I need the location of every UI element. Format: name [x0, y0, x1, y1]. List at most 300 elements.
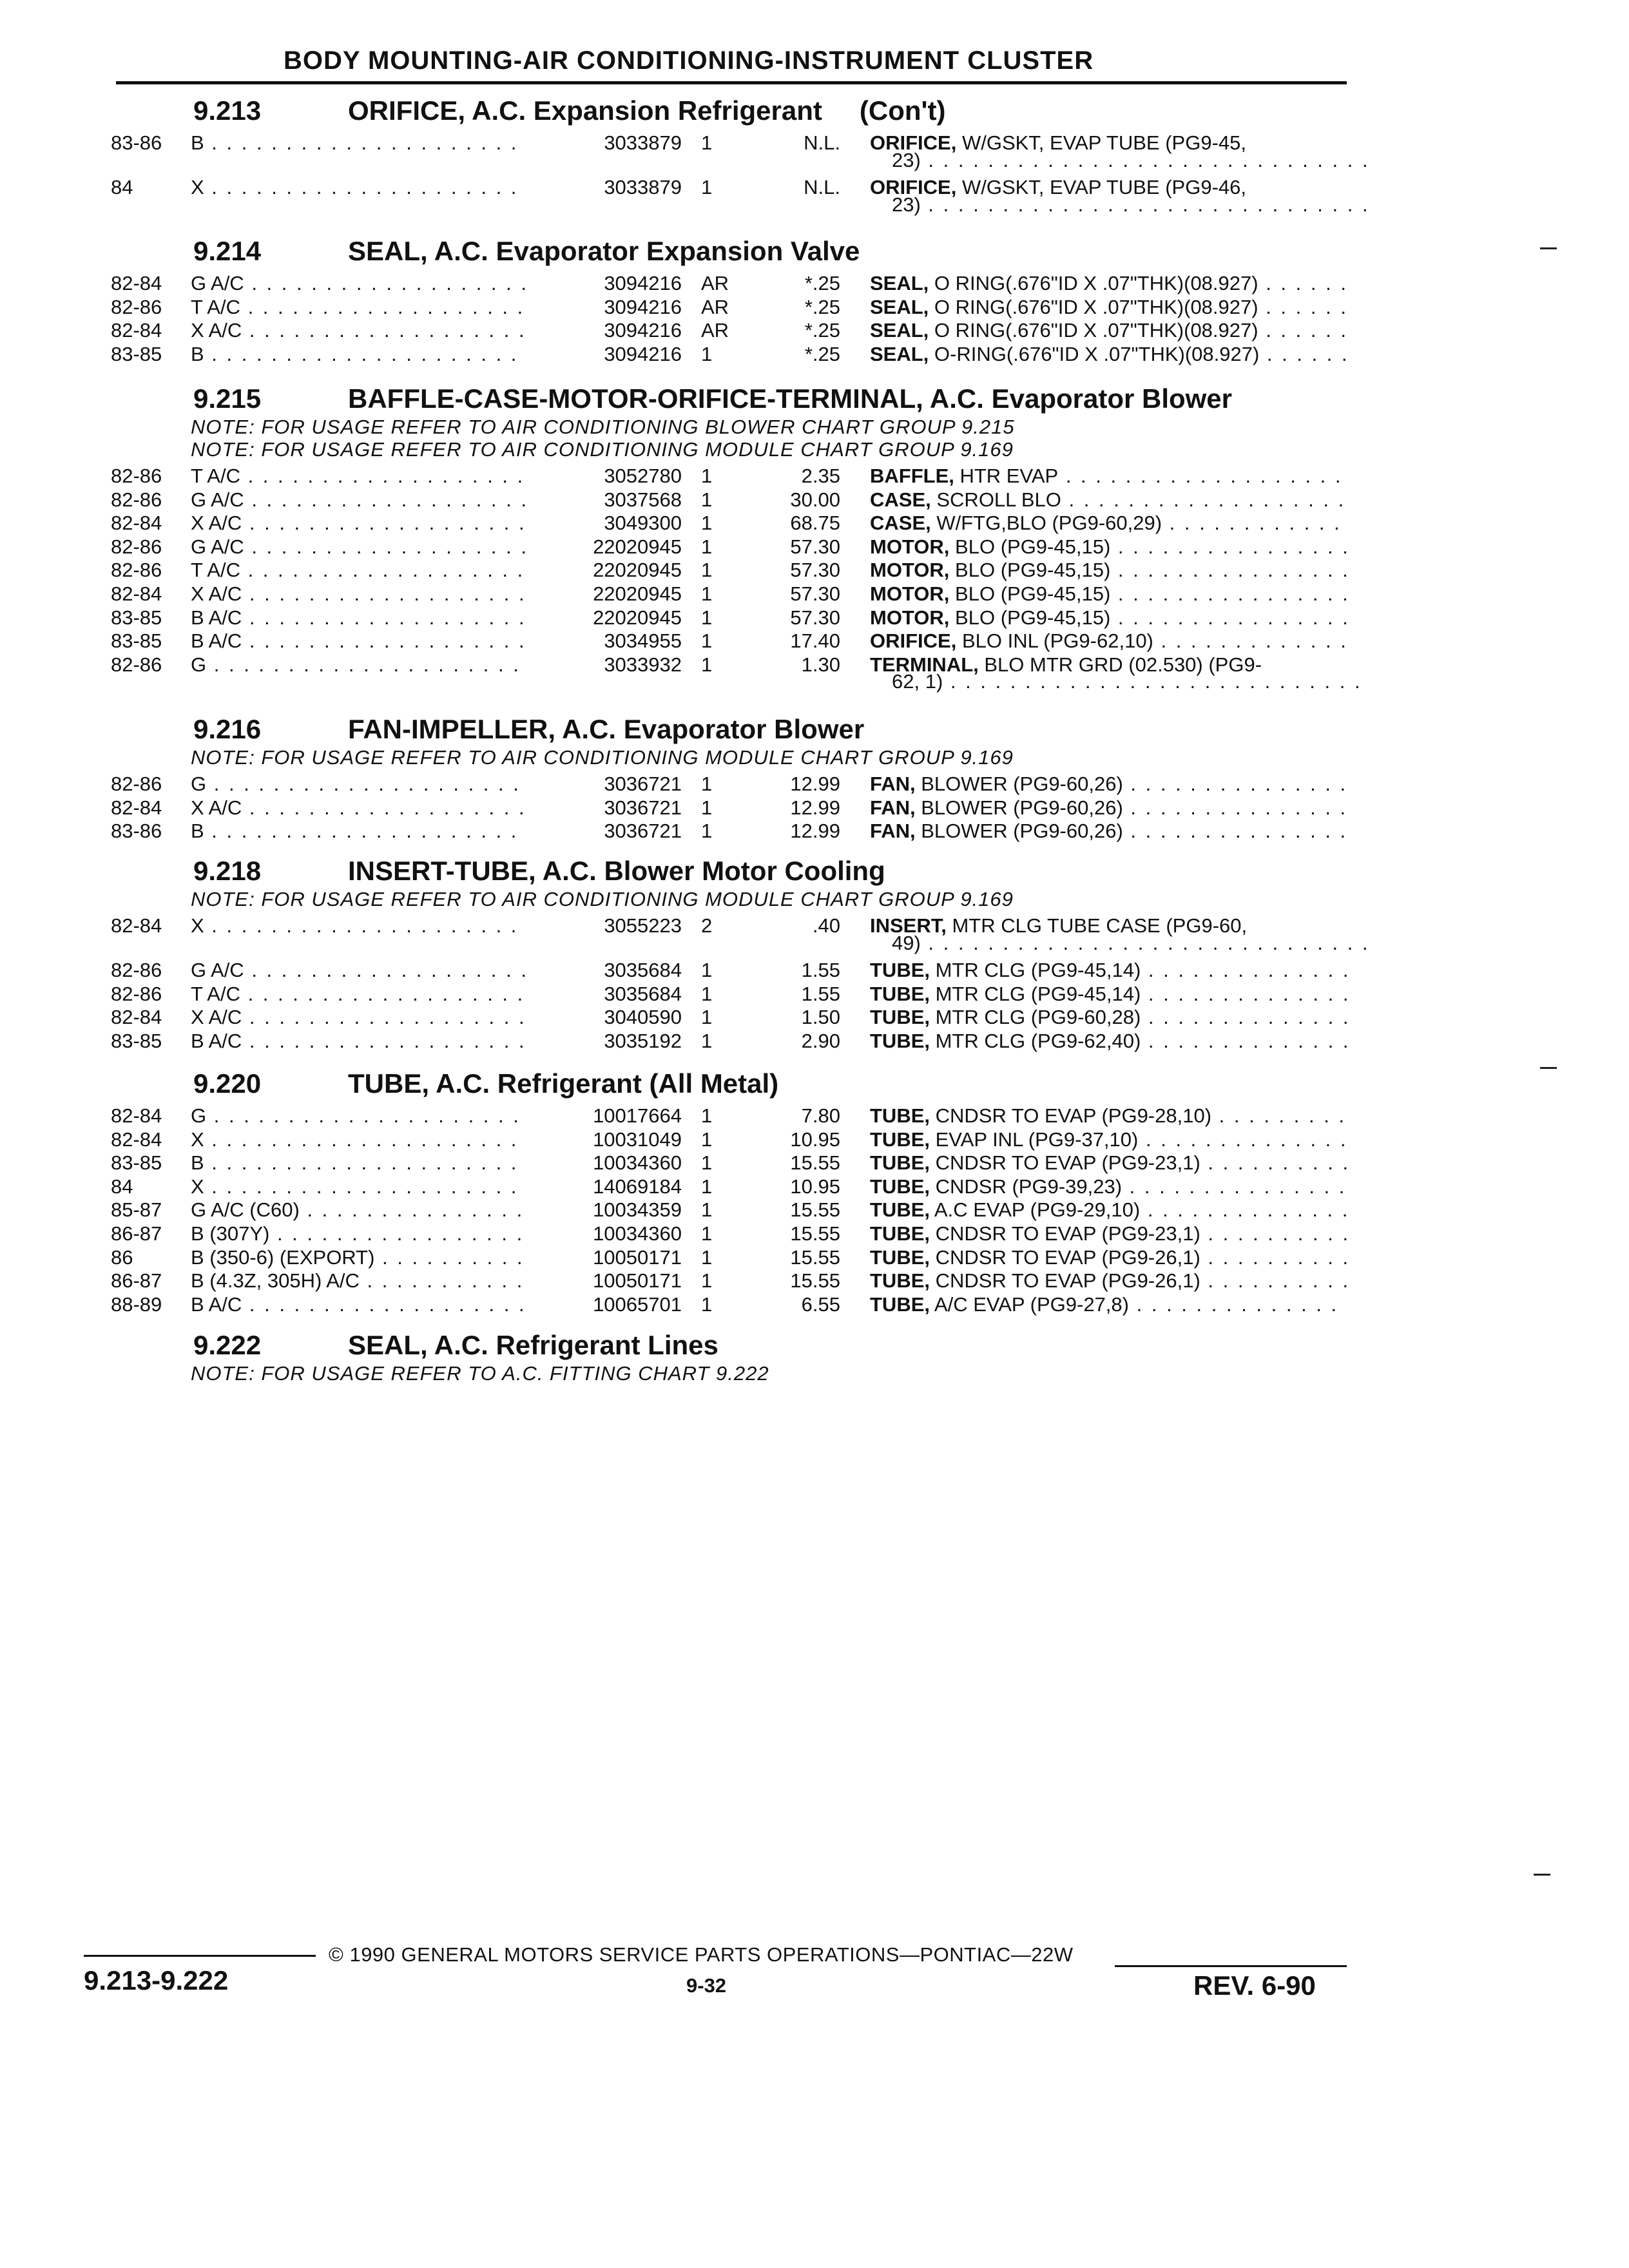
vehicle-model: G A/C . . .: [191, 535, 526, 559]
part-description: [870, 1006, 1347, 1029]
price: N.L.: [804, 176, 840, 199]
quantity: 1: [701, 1198, 713, 1222]
part-number: 3033932: [604, 653, 682, 676]
price: 1.55: [801, 959, 840, 982]
part-description: [870, 1128, 1347, 1151]
quantity: 1: [701, 1293, 713, 1316]
price: 17.40: [790, 629, 840, 653]
price: 2.35: [801, 465, 840, 487]
part-description-continued: 49) . . .: [892, 932, 1369, 955]
footer-section-range: 9.213-9.222: [84, 1965, 229, 1995]
part-row: [0, 512, 1629, 535]
part-description: [870, 272, 1347, 295]
part-description-keyword: SEAL,: [870, 295, 929, 318]
quantity: 1: [701, 1104, 713, 1127]
model-years: 82-84: [111, 796, 162, 819]
part-number: 3052780: [604, 465, 682, 487]
vehicle-model: G . . .: [191, 653, 526, 677]
part-description-keyword: TUBE,: [870, 1151, 930, 1175]
vehicle-model: T A/C . . .: [191, 983, 526, 1006]
quantity: 1: [701, 1222, 713, 1245]
part-description: [870, 535, 1347, 559]
part-description-keyword: ORIFICE,: [870, 176, 957, 199]
vehicle-model: B . . .: [191, 820, 526, 843]
part-description-text: O RING(.676"ID X .07"THK)(08.927): [929, 295, 1258, 318]
part-description: [870, 582, 1347, 606]
part-description-text: BLOWER (PG9-60,26): [915, 796, 1123, 819]
part-description-text: BLOWER (PG9-60,26): [915, 820, 1123, 843]
part-number: 10050171: [593, 1269, 682, 1293]
part-number: 3094216: [604, 319, 682, 342]
section-number: 9.222: [193, 1330, 262, 1360]
part-description-keyword: TUBE,: [870, 1198, 930, 1222]
part-description-text: MTR CLG (PG9-45,14): [930, 982, 1141, 1005]
part-description-text: BLO INL (PG9-62,10): [956, 629, 1153, 653]
part-row: [0, 914, 1629, 937]
quantity: 1: [701, 1030, 713, 1052]
model-years: 83-85: [111, 1151, 162, 1175]
part-description-text: CNDSR TO EVAP (PG9-26,1): [930, 1245, 1200, 1269]
part-number: 10034359: [593, 1198, 682, 1222]
quantity: 1: [701, 176, 713, 199]
part-description-keyword: ORIFICE,: [870, 629, 957, 653]
part-description-keyword: BAFFLE,: [870, 465, 954, 487]
part-description-text: W/GSKT, EVAP TUBE (PG9-46,: [956, 176, 1246, 199]
vehicle-model: X . . .: [191, 176, 526, 199]
price: 15.55: [790, 1245, 840, 1269]
price: 10.95: [790, 1175, 840, 1198]
part-description: [870, 343, 1347, 366]
quantity: AR: [701, 272, 729, 294]
part-number: 3037568: [604, 488, 682, 511]
price: *.25: [804, 295, 840, 318]
model-years: 82-86: [111, 773, 162, 795]
part-description: [870, 1198, 1347, 1222]
quantity: 1: [701, 342, 713, 365]
vehicle-model: T A/C . . .: [191, 465, 526, 488]
part-number: 3033879: [604, 176, 682, 199]
part-number: 3094216: [604, 342, 682, 365]
part-description-keyword: TUBE,: [870, 1222, 930, 1245]
price: 1.30: [801, 653, 840, 676]
section-title: [193, 714, 864, 746]
part-description-text: O-RING(.676"ID X .07"THK)(08.927): [929, 342, 1260, 365]
part-number: 10034360: [593, 1151, 682, 1175]
part-row: [0, 1175, 1629, 1198]
part-description: [870, 559, 1347, 582]
part-row: [0, 1030, 1629, 1053]
model-years: 86-87: [111, 1222, 162, 1245]
model-years: 85-87: [111, 1198, 162, 1222]
section-number: 9.216: [193, 714, 262, 744]
part-number: 3049300: [604, 512, 682, 535]
part-description-text: BLOWER (PG9-60,26): [915, 773, 1123, 795]
part-number: 22020945: [593, 559, 682, 582]
price: .40: [812, 914, 840, 937]
section-name: SEAL, A.C. Refrigerant Lines: [348, 1330, 718, 1360]
part-description: [870, 1222, 1347, 1245]
vehicle-model: B (350-6) (EXPORT) . . .: [191, 1246, 526, 1269]
part-description-keyword: SEAL,: [870, 272, 929, 294]
vehicle-model: G A/C . . .: [191, 959, 526, 982]
part-description: [870, 1151, 1347, 1175]
model-years: 82-86: [111, 295, 162, 318]
part-number: 22020945: [593, 582, 682, 605]
part-number: 22020945: [593, 606, 682, 629]
price: N.L.: [804, 131, 840, 154]
section-title: [193, 95, 945, 128]
model-years: 88-89: [111, 1293, 162, 1316]
vehicle-model: X . . .: [191, 1128, 526, 1151]
price: 6.55: [801, 1293, 840, 1316]
model-years: 86-87: [111, 1269, 162, 1293]
model-years: 82-86: [111, 559, 162, 582]
part-description-keyword: TUBE,: [870, 982, 930, 1005]
quantity: 1: [701, 131, 713, 154]
part-description-keyword: TERMINAL,: [870, 653, 979, 676]
part-description-keyword: FAN,: [870, 773, 916, 795]
price: *.25: [804, 342, 840, 365]
part-description-text: CNDSR TO EVAP (PG9-23,1): [930, 1222, 1200, 1245]
price: 7.80: [801, 1104, 840, 1127]
part-description: [870, 488, 1347, 512]
price: *.25: [804, 272, 840, 294]
part-row: [0, 319, 1629, 342]
model-years: 83-86: [111, 131, 162, 154]
model-years: 82-84: [111, 1006, 162, 1029]
section-title: [193, 383, 1232, 416]
price: 1.55: [801, 982, 840, 1005]
part-description-text: BLO (PG9-45,15): [949, 535, 1111, 558]
price: 30.00: [790, 488, 840, 511]
part-row: [0, 488, 1629, 512]
part-description-keyword: FAN,: [870, 820, 916, 843]
quantity: 1: [701, 1151, 713, 1175]
quantity: 1: [701, 1245, 713, 1269]
model-years: 82-84: [111, 1128, 162, 1151]
model-years: 82-86: [111, 488, 162, 511]
model-years: 83-85: [111, 1030, 162, 1052]
part-row: [0, 1104, 1629, 1128]
part-description-keyword: TUBE,: [870, 1030, 930, 1052]
quantity: AR: [701, 295, 729, 318]
part-number: 3036721: [604, 796, 682, 819]
vehicle-model: B (4.3Z, 305H) A/C . . .: [191, 1269, 526, 1293]
vehicle-model: G A/C (C60) . . .: [191, 1198, 526, 1222]
section-number: 9.215: [193, 383, 262, 414]
part-number: 10017664: [593, 1104, 682, 1127]
vehicle-model: T A/C . . .: [191, 559, 526, 582]
part-description: [870, 959, 1347, 982]
footer-copyright: © 1990 GENERAL MOTORS SERVICE PARTS OPERATIONS—PONTIAC—22W: [329, 1943, 1074, 1966]
section-note: NOTE: FOR USAGE REFER TO A.C. FITTING CHART 9.222: [191, 1362, 769, 1385]
part-row: [0, 1151, 1629, 1175]
part-number: 3036721: [604, 820, 682, 843]
model-years: 86: [111, 1245, 133, 1269]
part-row: [0, 796, 1629, 820]
part-description-text: CNDSR TO EVAP (PG9-23,1): [930, 1151, 1200, 1175]
section-continued: (Con't): [859, 95, 946, 126]
part-number: 3033879: [604, 131, 682, 154]
section-title: [193, 1330, 718, 1362]
margin-mark: [1540, 247, 1557, 249]
section-name: INSERT-TUBE, A.C. Blower Motor Cooling: [348, 856, 885, 886]
part-description-keyword: ORIFICE,: [870, 131, 957, 154]
part-description-text: EVAP INL (PG9-37,10): [930, 1128, 1139, 1151]
section-number: 9.213: [193, 95, 262, 126]
part-row: [0, 606, 1629, 629]
price: 57.30: [790, 582, 840, 605]
vehicle-model: X A/C . . .: [191, 796, 526, 820]
part-row: [0, 1128, 1629, 1151]
part-description: [870, 296, 1347, 319]
model-years: 83-85: [111, 342, 162, 365]
quantity: 1: [701, 1269, 713, 1293]
part-number: 10031049: [593, 1128, 682, 1151]
section-note: NOTE: FOR USAGE REFER TO AIR CONDITIONING MODULE CHART GROUP 9.169: [191, 438, 1014, 461]
part-row: [0, 1198, 1629, 1222]
part-description-continued: 62, 1) . . .: [892, 670, 1369, 693]
price: 68.75: [790, 512, 840, 535]
part-description-text: SCROLL BLO: [930, 488, 1061, 511]
model-years: 82-84: [111, 1104, 162, 1127]
quantity: 1: [701, 488, 713, 511]
part-description-keyword: CASE,: [870, 488, 931, 511]
part-description-keyword: CASE,: [870, 512, 931, 535]
quantity: 1: [701, 582, 713, 605]
quantity: 1: [701, 512, 713, 535]
part-description-text: A/C EVAP (PG9-27,8): [930, 1293, 1129, 1316]
page-header-title: BODY MOUNTING-AIR CONDITIONING-INSTRUMENT CLUSTER: [284, 46, 1094, 75]
part-description: [870, 512, 1347, 535]
section-name: ORIFICE, A.C. Expansion Refrigerant: [348, 95, 822, 126]
model-years: 82-84: [111, 512, 162, 535]
quantity: 1: [701, 465, 713, 487]
part-row: [0, 1246, 1629, 1269]
part-number: 3035684: [604, 982, 682, 1005]
quantity: 1: [701, 1175, 713, 1198]
part-description: [870, 606, 1347, 629]
part-description-keyword: INSERT,: [870, 914, 947, 937]
part-description: [870, 983, 1347, 1006]
part-description-keyword: MOTOR,: [870, 582, 950, 605]
part-number: 3035684: [604, 959, 682, 982]
part-description-keyword: MOTOR,: [870, 559, 950, 582]
part-description-keyword: SEAL,: [870, 319, 929, 342]
part-number: 3035192: [604, 1030, 682, 1052]
price: 57.30: [790, 535, 840, 558]
part-description-text: W/FTG,BLO (PG9-60,29): [930, 512, 1162, 535]
part-description-text: A.C EVAP (PG9-29,10): [930, 1198, 1141, 1222]
part-description-keyword: TUBE,: [870, 1006, 930, 1029]
quantity: 2: [701, 914, 713, 937]
quantity: 1: [701, 959, 713, 982]
price: 12.99: [790, 796, 840, 819]
margin-mark: [1540, 1067, 1557, 1069]
price: 10.95: [790, 1128, 840, 1151]
part-row: [0, 820, 1629, 843]
part-row: [0, 1293, 1629, 1316]
vehicle-model: G A/C . . .: [191, 272, 526, 295]
quantity: 1: [701, 982, 713, 1005]
part-description-keyword: TUBE,: [870, 1293, 930, 1316]
part-description-keyword: FAN,: [870, 796, 916, 819]
quantity: 1: [701, 559, 713, 582]
model-years: 83-85: [111, 629, 162, 653]
quantity: 1: [701, 629, 713, 653]
part-description-keyword: SEAL,: [870, 342, 929, 365]
part-description-keyword: TUBE,: [870, 1245, 930, 1269]
part-description-keyword: MOTOR,: [870, 535, 950, 558]
part-description: [870, 319, 1347, 342]
model-years: 82-84: [111, 914, 162, 937]
part-description-text: O RING(.676"ID X .07"THK)(08.927): [929, 319, 1258, 342]
section-name: FAN-IMPELLER, A.C. Evaporator Blower: [348, 714, 865, 744]
part-row: [0, 1006, 1629, 1029]
part-description: [870, 1269, 1347, 1293]
part-row: [0, 343, 1629, 366]
part-description-text: MTR CLG TUBE CASE (PG9-60,: [946, 914, 1248, 937]
vehicle-model: G . . .: [191, 773, 526, 796]
part-description-text: O RING(.676"ID X .07"THK)(08.927): [929, 272, 1258, 294]
part-row: [0, 983, 1629, 1006]
vehicle-model: B A/C . . .: [191, 606, 526, 629]
price: 15.55: [790, 1198, 840, 1222]
part-description-keyword: TUBE,: [870, 1269, 930, 1293]
model-years: 83-85: [111, 606, 162, 629]
part-row: [0, 559, 1629, 582]
part-description-text: MTR CLG (PG9-45,14): [930, 959, 1141, 982]
model-years: 82-86: [111, 653, 162, 676]
section-number: 9.220: [193, 1068, 262, 1099]
header-rule: [116, 81, 1347, 84]
vehicle-model: B A/C . . .: [191, 1293, 526, 1316]
price: 15.55: [790, 1222, 840, 1245]
section-name: SEAL, A.C. Evaporator Expansion Valve: [348, 236, 860, 266]
section-number: 9.214: [193, 236, 262, 266]
part-row: [0, 582, 1629, 606]
quantity: 1: [701, 820, 713, 843]
part-description: [870, 1293, 1347, 1316]
part-description-keyword: TUBE,: [870, 959, 930, 982]
quantity: 1: [701, 1006, 713, 1029]
section-title: [193, 856, 885, 888]
footer-page-number: 9-32: [686, 1974, 727, 1997]
price: 57.30: [790, 559, 840, 582]
vehicle-model: B A/C . . .: [191, 1030, 526, 1053]
section-note: NOTE: FOR USAGE REFER TO AIR CONDITIONING MODULE CHART GROUP 9.169: [191, 746, 1014, 769]
vehicle-model: X . . .: [191, 914, 526, 937]
vehicle-model: B . . .: [191, 343, 526, 366]
part-description: [870, 796, 1347, 820]
vehicle-model: X A/C . . .: [191, 1006, 526, 1029]
part-description-keyword: TUBE,: [870, 1175, 930, 1198]
part-number: 3094216: [604, 272, 682, 294]
part-number: 22020945: [593, 535, 682, 558]
part-description: [870, 1175, 1347, 1198]
quantity: 1: [701, 773, 713, 795]
part-description-text: BLO (PG9-45,15): [949, 606, 1111, 629]
vehicle-model: G A/C . . .: [191, 488, 526, 512]
vehicle-model: B . . .: [191, 131, 526, 155]
model-years: 84: [111, 1175, 133, 1198]
part-row: [0, 465, 1629, 488]
part-row: [0, 131, 1629, 155]
section-number: 9.218: [193, 856, 262, 886]
price: 1.50: [801, 1006, 840, 1029]
part-row: [0, 959, 1629, 982]
model-years: 84: [111, 176, 133, 199]
quantity: 1: [701, 796, 713, 819]
price: 2.90: [801, 1030, 840, 1052]
model-years: 82-86: [111, 465, 162, 487]
part-description: [870, 629, 1347, 653]
quantity: 1: [701, 653, 713, 676]
price: 12.99: [790, 820, 840, 843]
part-number: 3055223: [604, 914, 682, 937]
part-description: [870, 820, 1347, 843]
section-name: TUBE, A.C. Refrigerant (All Metal): [348, 1068, 779, 1099]
quantity: 1: [701, 1128, 713, 1151]
part-row: [0, 773, 1629, 796]
part-description: [870, 1030, 1347, 1053]
section-title: [193, 1068, 778, 1100]
part-description: [870, 1246, 1347, 1269]
part-number: 3034955: [604, 629, 682, 653]
part-number: 14069184: [593, 1175, 682, 1198]
part-description-keyword: TUBE,: [870, 1128, 930, 1151]
vehicle-model: X A/C . . .: [191, 319, 526, 342]
part-number: 3036721: [604, 773, 682, 795]
vehicle-model: X . . .: [191, 1175, 526, 1198]
vehicle-model: B A/C . . .: [191, 629, 526, 653]
price: 57.30: [790, 606, 840, 629]
part-number: 10065701: [593, 1293, 682, 1316]
vehicle-model: G . . .: [191, 1104, 526, 1128]
model-years: 82-86: [111, 535, 162, 558]
section-name: BAFFLE-CASE-MOTOR-ORIFICE-TERMINAL, A.C. Evaporator Blower: [348, 383, 1233, 414]
part-description-continued: 23) . . .: [892, 149, 1369, 172]
model-years: 82-86: [111, 959, 162, 982]
part-description: [870, 465, 1347, 488]
price: 15.55: [790, 1151, 840, 1175]
part-description-text: BLO MTR GRD (02.530) (PG9-: [978, 653, 1262, 676]
footer-revision: REV. 6-90: [1193, 1970, 1316, 2001]
model-years: 82-86: [111, 982, 162, 1005]
vehicle-model: X A/C . . .: [191, 582, 526, 606]
part-number: 3094216: [604, 295, 682, 318]
part-row: [0, 176, 1629, 199]
model-years: 82-84: [111, 582, 162, 605]
footer-rule-right: [1115, 1965, 1347, 1967]
part-row: [0, 296, 1629, 319]
part-description-text: CNDSR TO EVAP (PG9-26,1): [930, 1269, 1200, 1293]
part-description-text: W/GSKT, EVAP TUBE (PG9-45,: [956, 131, 1246, 154]
part-description-text: MTR CLG (PG9-60,28): [930, 1006, 1141, 1029]
vehicle-model: X A/C . . .: [191, 512, 526, 535]
part-row: [0, 272, 1629, 295]
part-row: [0, 1269, 1629, 1293]
footer-rule-left: [84, 1955, 316, 1957]
part-row: [0, 535, 1629, 559]
part-description: [870, 773, 1347, 796]
part-description-text: MTR CLG (PG9-62,40): [930, 1030, 1141, 1052]
part-row: [0, 629, 1629, 653]
part-description-text: CNDSR (PG9-39,23): [930, 1175, 1123, 1198]
vehicle-model: B . . .: [191, 1151, 526, 1175]
quantity: 1: [701, 535, 713, 558]
section-title: [193, 236, 860, 268]
